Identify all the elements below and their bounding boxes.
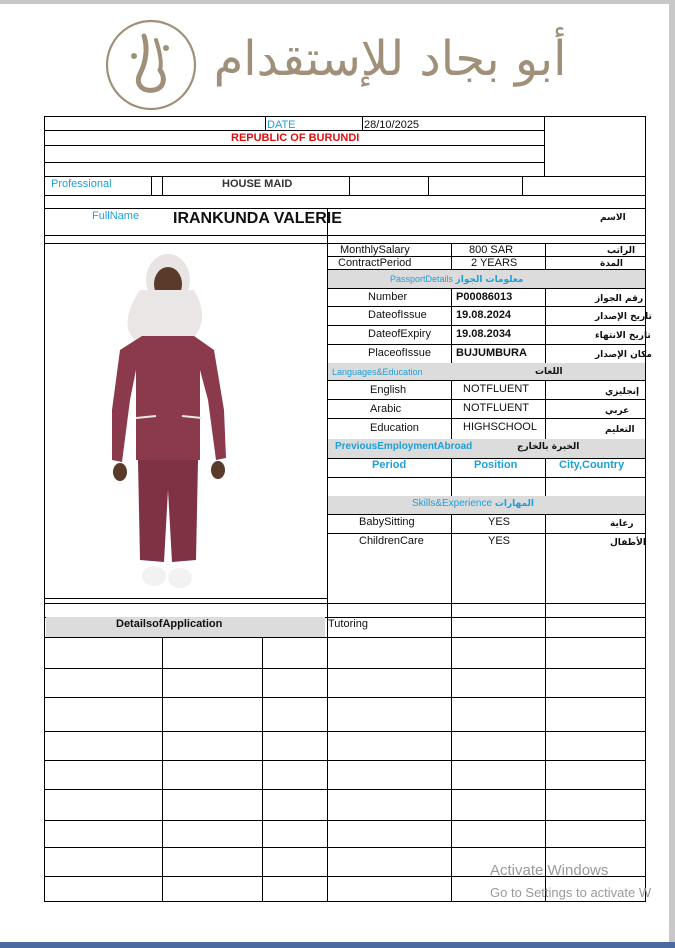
grid-line [522,176,523,195]
table-top-border [44,116,646,117]
grid-line [327,668,645,669]
passport-row-label: DateofIssue [368,309,427,321]
grid-line [44,876,327,877]
grid-line [327,380,645,381]
grid-line [362,116,363,130]
table-right-border [645,116,646,902]
table-left-border [44,116,45,902]
grid-line [44,847,327,848]
grid-line [44,637,327,638]
passport-row-value: 19.08.2034 [456,328,512,340]
grid-line [545,380,546,439]
profession-label: Professional [51,178,112,190]
country-title: REPUBLIC OF BURUNDI [231,132,360,144]
grid-line [44,668,327,669]
passport-row-arabic: رقم الجواز [595,294,644,304]
skills-title-arabic: المهارات [494,499,534,509]
grid-line [327,617,645,618]
language-row-label: Education [370,422,419,434]
language-row-value: NOTFLUENT [463,383,529,395]
grid-line [44,162,545,163]
grid-line [162,637,163,901]
passport-row-value: BUJUMBURA [456,347,527,359]
grid-line [265,116,266,130]
passport-title-arabic: معلومات الجواز [455,275,524,285]
grid-line [44,145,545,146]
language-row-value: HIGHSCHOOL [463,421,537,433]
period-arabic: المدة [600,259,624,269]
col-period: Period [372,459,407,471]
grid-line [327,731,645,732]
period-value: 2 YEARS [471,257,518,269]
employment-title: PreviousEmploymentAbroad [335,441,473,452]
skill-row-value: YES [488,516,511,528]
grid-line [327,418,645,419]
skill-row-label: BabySitting [359,516,415,528]
grid-line [327,603,645,604]
passport-title-text: PassportDetails [390,274,454,284]
skill-row-label: Tutoring [328,618,368,630]
language-row-value: NOTFLUENT [463,402,529,414]
salary-arabic: الراتب [607,246,636,256]
passport-title [390,272,524,287]
grid-line [327,344,645,345]
grid-line [327,637,645,638]
salary-label: MonthlySalary [340,244,410,256]
grid-line [327,477,645,478]
fullname-value: IRANKUNDA VALERIE [173,210,342,227]
grid-line [545,514,546,901]
table-bottom-border [44,901,646,902]
passport-row-arabic: تاريخ الانتهاء [595,331,651,341]
col-city-country: City,Country [559,459,625,471]
window-right-border [669,0,675,948]
skill-row-value: YES [488,535,511,547]
grid-line [545,243,546,270]
grid-line [327,820,645,821]
language-row-arabic: إنجليزي [605,387,640,397]
grid-line [44,195,646,196]
grid-line [44,731,327,732]
grid-line [451,380,452,439]
grid-line [44,243,327,244]
grid-line [44,235,646,236]
skill-row-arabic: رعاية [610,519,634,529]
date-value: 28/10/2025 [364,119,420,131]
skill-row-arabic: الأطفال [610,538,646,548]
grid-line [545,458,546,496]
grid-line [327,399,645,400]
fullname-label: FullName [92,210,140,222]
period-label: ContractPeriod [338,257,412,269]
grid-line [44,603,327,604]
skills-title-text: Skills&Experience [412,498,493,509]
grid-line [327,847,645,848]
grid-line [349,176,350,195]
center-divider [327,208,328,901]
company-name-arabic: أبو بجاد للإستقدام [213,31,567,87]
grid-line [428,176,429,195]
grid-line [44,789,327,790]
passport-row-arabic: تاريخ الإصدار [595,312,652,322]
passport-row-arabic: مكان الإصدار [595,350,652,360]
grid-line [262,637,263,901]
passport-row-label: PlaceofIssue [368,347,431,359]
salary-value: 800 SAR [469,244,514,256]
grid-line [327,697,645,698]
grid-line [151,176,152,195]
grid-line [44,176,646,177]
grid-line [327,306,645,307]
language-row-arabic: عربي [605,406,630,416]
skills-title [412,497,534,511]
grid-line [162,176,163,195]
profession-value: HOUSE MAID [222,178,293,190]
grid-line [544,116,545,176]
window-top-border [0,0,675,4]
grid-line [451,243,452,270]
activation-watermark-title: Activate Windows [490,862,609,879]
grid-line [44,760,327,761]
application-title: DetailsofApplication [116,618,223,630]
passport-row-value: P00086013 [456,291,513,303]
company-logo-emblem [104,18,198,112]
grid-line [327,789,645,790]
grid-line [44,697,327,698]
grid-line [545,288,546,363]
grid-line [327,325,645,326]
candidate-photo [100,250,230,600]
passport-row-label: Number [368,291,408,303]
grid-line [451,514,452,901]
date-label: DATE [267,119,296,131]
grid-line [451,288,452,363]
fullname-arabic: الاسم [600,213,626,223]
grid-line [327,760,645,761]
activation-watermark-sub: Go to Settings to activate W [490,885,652,900]
grid-line [44,820,327,821]
employment-title-arabic: الخبرة بالخارج [517,442,580,452]
grid-line [327,288,645,289]
languages-title-arabic: اللغات [535,367,563,377]
passport-row-label: DateofExpiry [368,328,431,340]
language-row-arabic: التعليم [605,425,635,435]
grid-line [451,458,452,496]
passport-row-value: 19.08.2024 [456,309,512,321]
skill-row-label: ChildrenCare [359,535,424,547]
language-row-label: Arabic [370,403,402,415]
col-position: Position [474,459,518,471]
taskbar-edge [0,942,675,948]
language-row-label: English [370,384,407,396]
languages-title: Languages&Education [332,367,423,377]
